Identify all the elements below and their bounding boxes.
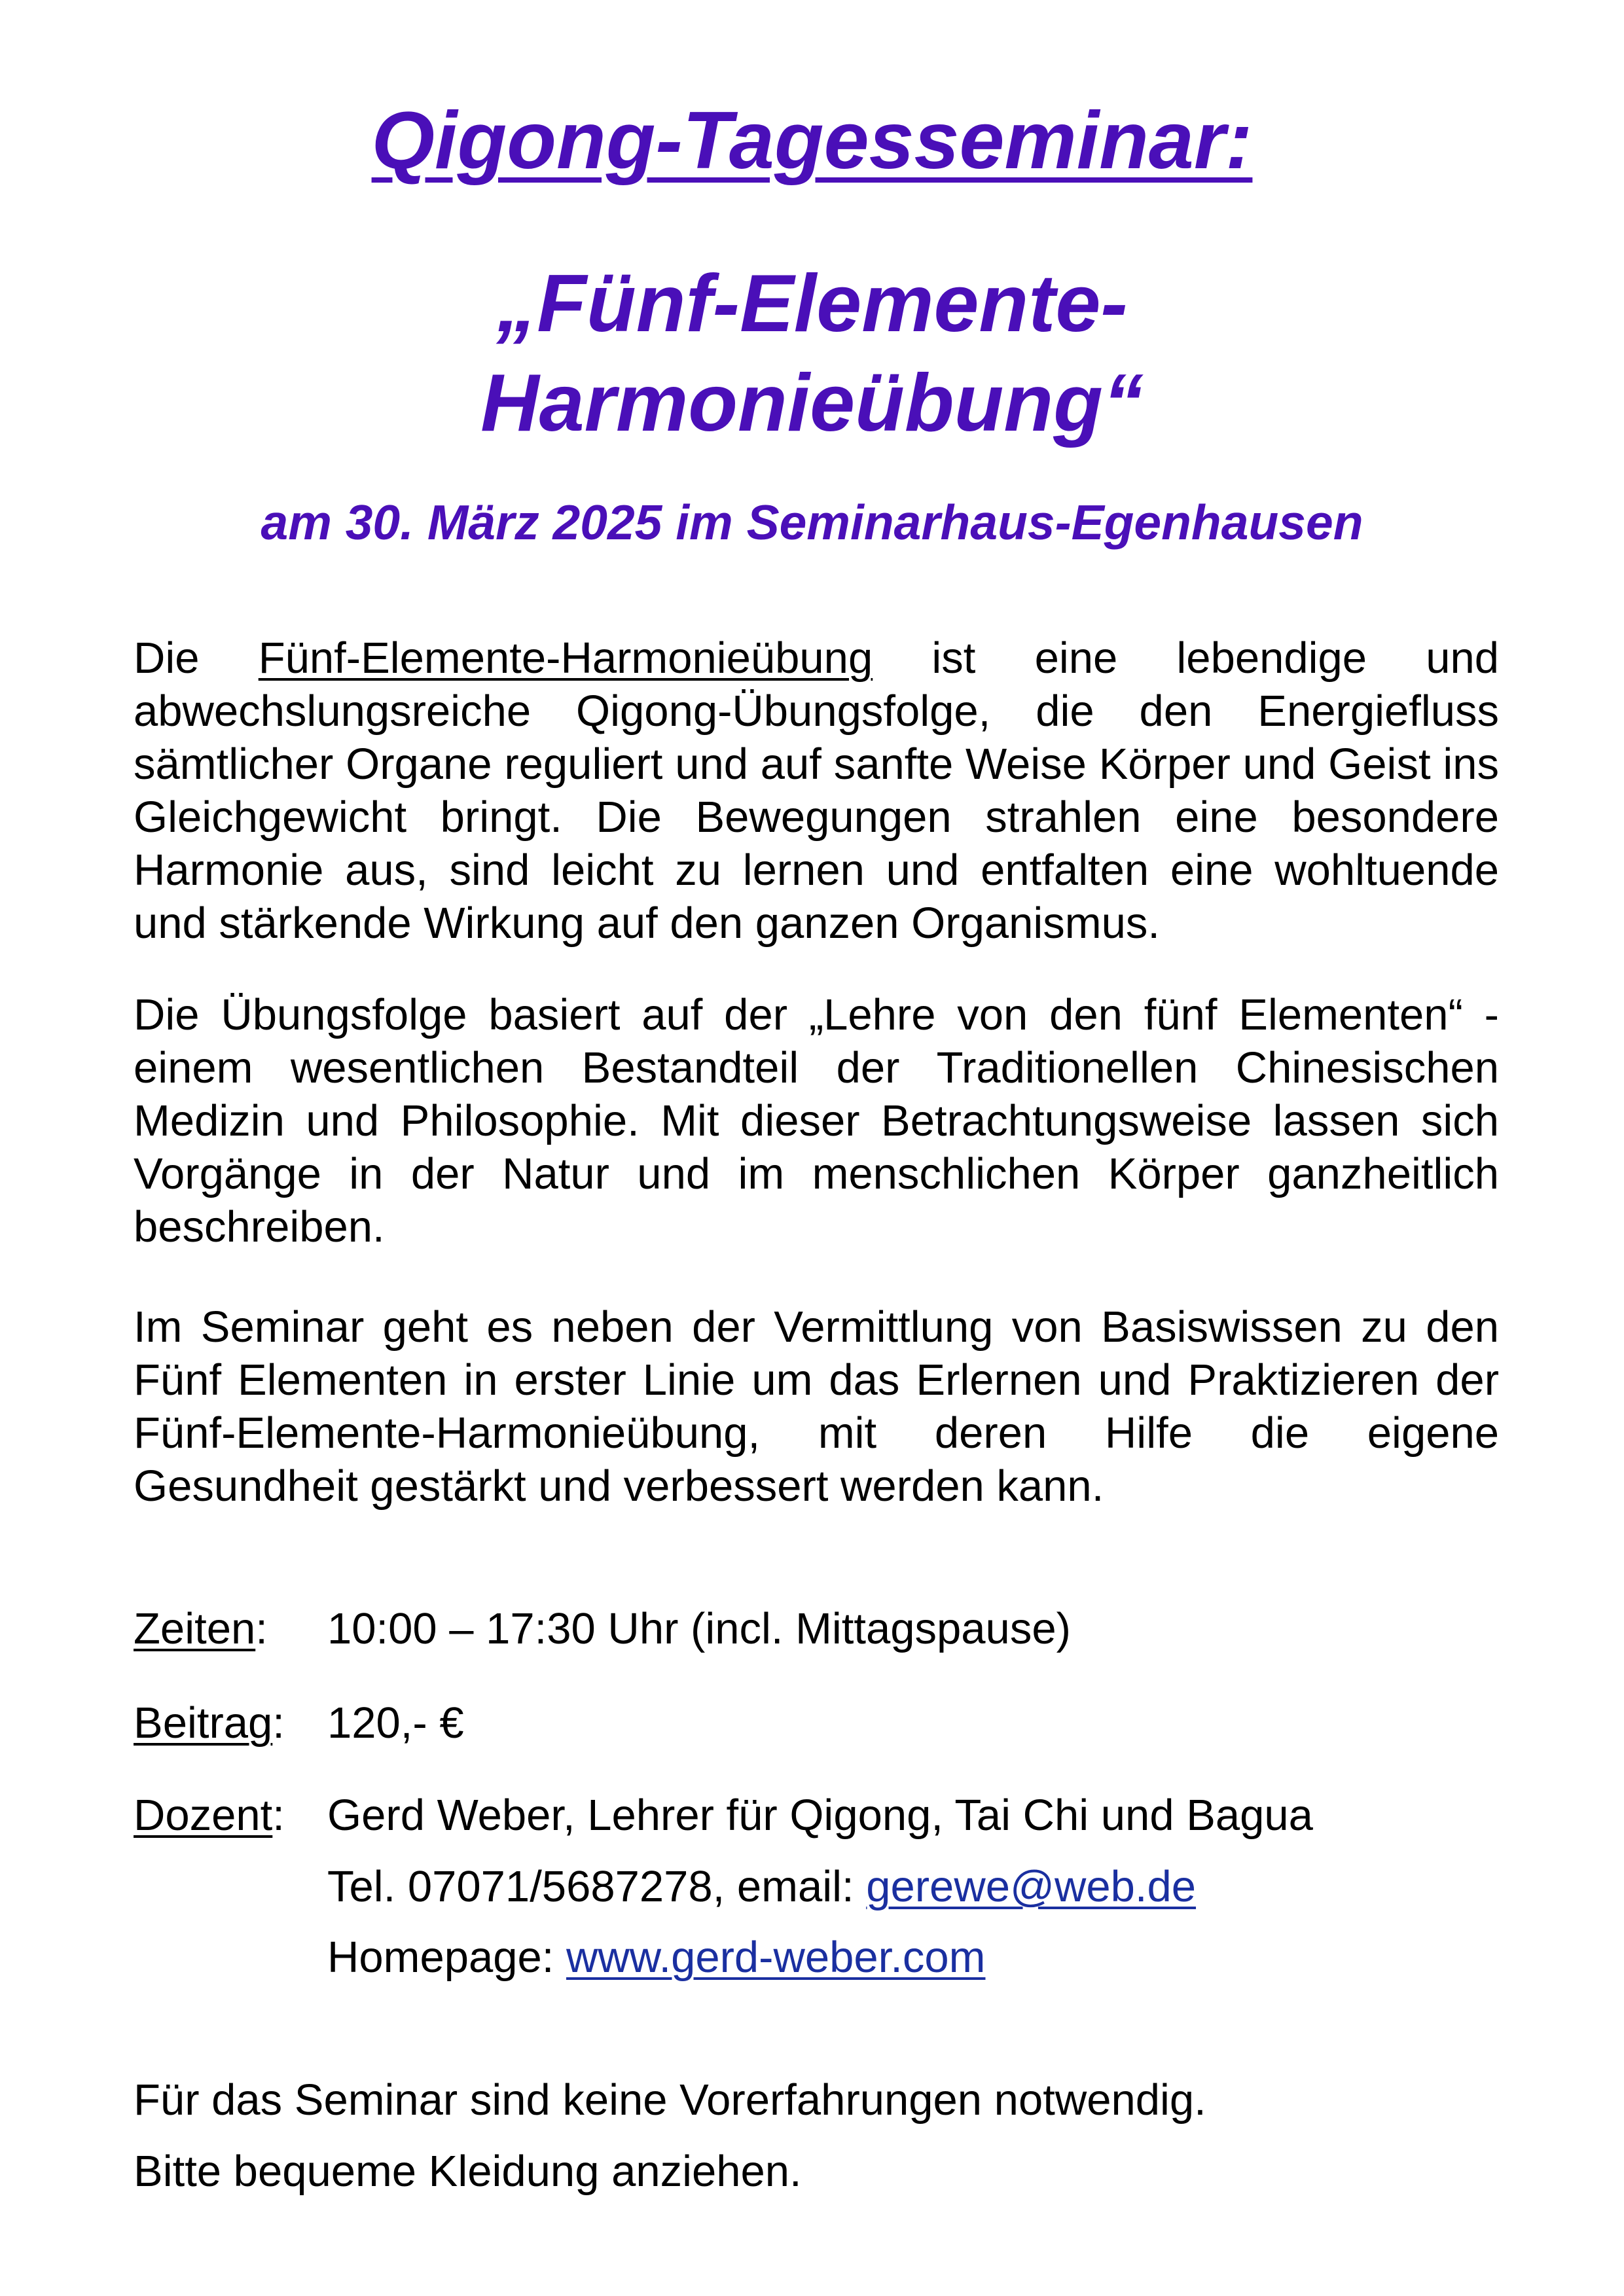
beitrag-label: Beitrag [134,1698,273,1748]
zeiten-colon: : [255,1604,268,1653]
email-link[interactable]: gerewe@web.de [866,1862,1197,1911]
zeiten-value: 10:00 – 17:30 Uhr (incl. Mittagspause) [327,1604,1071,1653]
zeiten-label-wrap [134,1602,268,1655]
beitrag-label-wrap [134,1696,285,1749]
seminar-subtitle [0,254,1624,453]
description-paragraph-1 [134,632,1499,950]
tel-prefix: Tel. 07071/5687278, email: [327,1862,867,1911]
footer-note-2: Bitte bequeme Kleidung anziehen. [134,2147,802,2196]
p1-intro: Die [134,634,259,683]
contact-homepage [327,1931,985,1984]
homepage-prefix: Homepage: [327,1933,566,1982]
p1-rest: ist eine lebendige und abwechslungsreiche Qigong-Übungsfolge, die den Energiefluss sämtlicher Organe reguliert und auf sanfte Weise Körper und Geist ins Gleichgewicht bringt. Die Bewegungen strahlen eine besondere Harmonie aus, sind leicht zu lernen und entfalten eine wohltuende und stärkende Wirkung auf den ganzen Organismus. [134,634,1499,948]
dozent-colon: : [272,1791,285,1840]
beitrag-colon: : [272,1698,285,1748]
beitrag-value: 120,- € [327,1698,464,1748]
date-location-line: am 30. März 2025 im Seminarhaus-Egenhausen [261,495,1363,550]
subtitle-line-1: „Fünf-Elemente- [496,259,1128,349]
zeiten-label: Zeiten [134,1604,256,1653]
contact-tel-email [327,1860,1196,1913]
subtitle-line-2: Harmonieübung“ [480,358,1144,448]
p1-underlined-term: Fünf-Elemente-Harmonieübung [258,634,873,683]
dozent-value: Gerd Weber, Lehrer für Qigong, Tai Chi und Bagua [327,1791,1313,1840]
description-paragraph-3: Im Seminar geht es neben der Vermittlung von Basiswissen zu den Fünf Elementen in erster Linie um das Erlernen und Praktizieren der Fünf-Elemente-Harmonieübung, mit deren Hilfe die eigene Gesundheit gestärkt und verbessert werden kann. [134,1302,1499,1511]
homepage-link[interactable]: www.gerd-weber.com [566,1933,986,1982]
footer-note-1: Für das Seminar sind keine Vorerfahrungen notwendig. [134,2075,1206,2125]
page-title: Qigong-Tagesseminar: [371,96,1253,186]
description-paragraph-2: Die Übungsfolge basiert auf der „Lehre von den fünf Elementen“ - einem wesentlichen Bestandteil der Traditionellen Chinesischen Medizin und Philosophie. Mit dieser Betrachtungsweise lassen sich Vorgänge in der Natur und im menschlichen Körper ganzheitlich beschreiben. [134,990,1499,1251]
dozent-label: Dozent [134,1791,273,1840]
dozent-label-wrap [134,1789,285,1842]
